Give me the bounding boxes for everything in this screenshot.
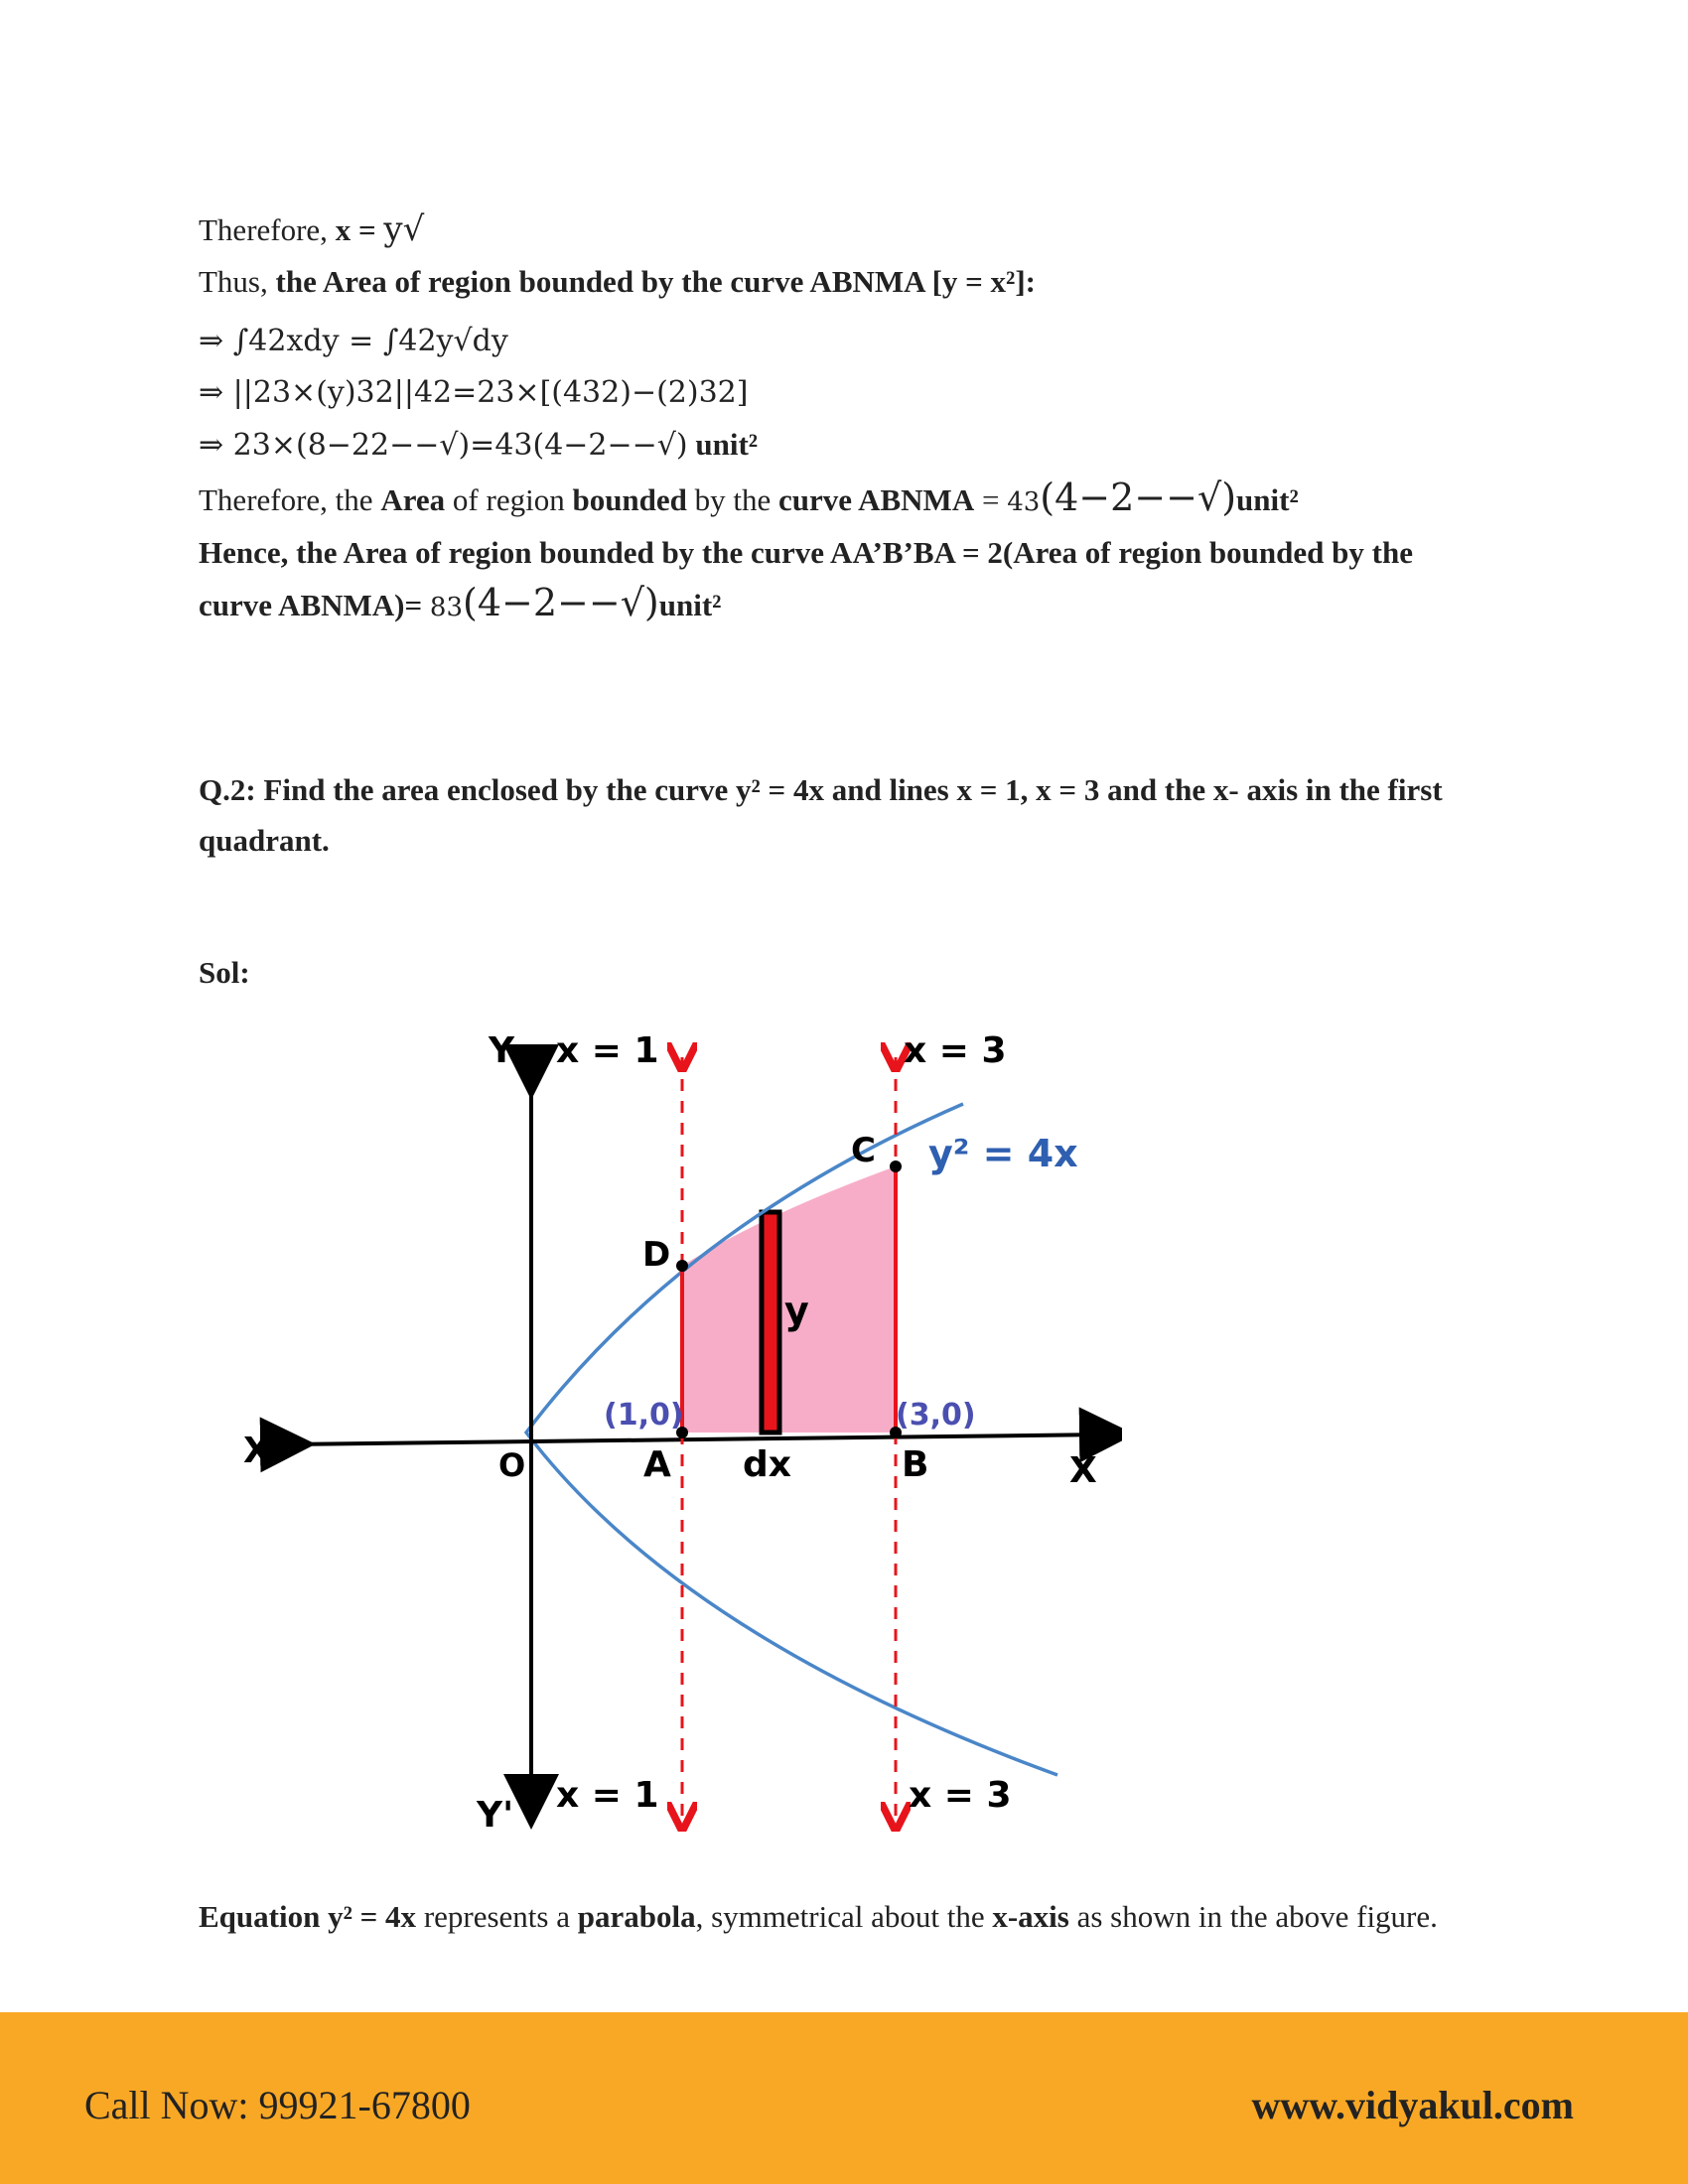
footer-banner [0, 2012, 1688, 2184]
sol-label: Sol: [199, 955, 250, 990]
x-neg-label: X' [243, 1431, 282, 1471]
x3-top-label: x = 3 [904, 1030, 1007, 1071]
step-2: ⇒ ||23×(y)32||42=23×[(432)−(2)32] [199, 375, 749, 410]
call-now-text: Call Now: 99921-67800 [84, 2083, 471, 2127]
point-c-dot [890, 1160, 902, 1172]
coord-b-label: (3,0) [896, 1398, 976, 1433]
point-b-label: B [902, 1444, 929, 1485]
unit: unit² [1236, 482, 1299, 517]
strip [762, 1212, 779, 1433]
bold-text: Hence, the Area of region bounded by the curve AA’B’BA = 2(Area of region bounded by the curve ABNMA)= [199, 535, 1413, 622]
strip-y-label: y [784, 1289, 809, 1332]
website-link[interactable]: www.vidyakul.com [1251, 2083, 1574, 2127]
bold-text: x-axis [992, 1899, 1069, 1934]
therefore-area-line [199, 472, 1489, 528]
solution-block [199, 204, 1489, 632]
text: as shown in the above figure. [1068, 1899, 1438, 1934]
point-d-label: D [642, 1235, 671, 1275]
y-label: Y [489, 1030, 515, 1071]
unit: unit² [658, 588, 722, 622]
therefore-line [199, 204, 1489, 256]
bold-text: Area [380, 482, 446, 517]
math: ⇒ 23×(8−22−−√)=43(4−2−−√) [199, 428, 688, 463]
bold-text: parabola [577, 1899, 696, 1934]
text: represents a [416, 1899, 578, 1934]
bold-text: the Area of region bounded by the curve ABNMA [y = x²]: [275, 264, 1036, 299]
y-neg-label: Y' [477, 1795, 514, 1836]
unit: unit² [687, 427, 759, 462]
step-3 [199, 419, 1489, 472]
parabola-figure [228, 1018, 1122, 1842]
x1-top-label: x = 1 [556, 1030, 659, 1071]
bold-text: curve ABNMA [778, 482, 975, 517]
x-axis [288, 1434, 1107, 1444]
math: (4−2−−√) [463, 581, 659, 624]
x1-bottom-label: x = 1 [556, 1775, 659, 1816]
explanation-paragraph [199, 1891, 1489, 1942]
point-d-dot [676, 1260, 688, 1272]
math: (4−2−−√) [1040, 476, 1237, 519]
thus-line [199, 256, 1489, 308]
curve-label: y² = 4x [928, 1132, 1078, 1175]
text: = [974, 482, 1008, 517]
math: 43 [1007, 487, 1041, 517]
math: 83 [429, 593, 463, 622]
coord-a-label: (1,0) [604, 1398, 684, 1433]
math: y√ [383, 209, 425, 249]
text: of region [445, 482, 573, 517]
hence-line [199, 528, 1489, 632]
origin-label: O [498, 1446, 526, 1484]
text: Thus, [199, 264, 276, 299]
bold-text: x = [335, 212, 384, 247]
step-1: ⇒ ∫42xdy = ∫42y√dy [199, 324, 508, 358]
text: Therefore, [199, 212, 336, 247]
text: by the [686, 482, 779, 517]
dx-label: dx [743, 1444, 791, 1485]
text: , symmetrical about the [695, 1899, 993, 1934]
point-a-label: A [643, 1444, 671, 1485]
bold-text: Equation [199, 1899, 329, 1934]
x-label: X [1069, 1450, 1097, 1491]
bold-text: bounded [572, 482, 687, 517]
bold-text: y² = 4x [328, 1899, 417, 1934]
point-c-label: C [851, 1131, 876, 1170]
text: Therefore, the [199, 482, 381, 517]
question-2: Q.2: Find the area enclosed by the curve y² = 4x and lines x = 1, x = 3 and the x- axis in the first quadrant. [199, 772, 1443, 858]
x3-bottom-label: x = 3 [909, 1775, 1012, 1816]
